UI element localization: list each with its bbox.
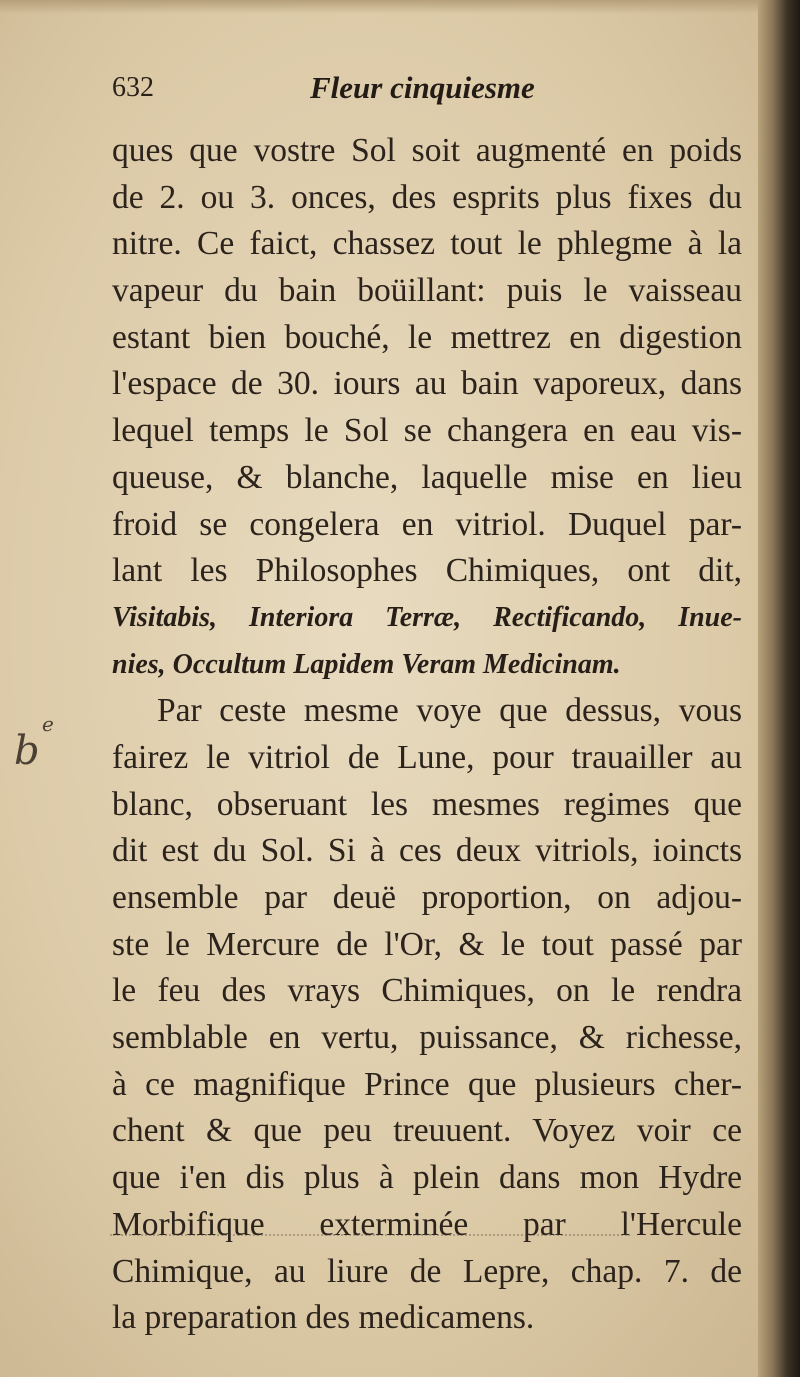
text-line: froid se congelera en vitriol. Duquel par- (112, 505, 742, 543)
running-title: Fleur cinquiesme (310, 70, 535, 105)
text-line: ques que vostre Sol soit augmenté en poids (112, 132, 742, 169)
text-line: Morbifique exterminée par l'Hercule (112, 1205, 742, 1243)
page-number: 632 (112, 72, 154, 103)
paragraph-start-line: Par ceste mesme voye que dessus, vous (157, 692, 742, 730)
text-line: que i'en dis plus à plein dans mon Hydre (112, 1159, 742, 1197)
text-line: ensemble par deuë proportion, on adjou- (112, 879, 742, 916)
text-line: dit est du Sol. Si à ces deux vitriols, ioincts (112, 832, 742, 870)
book-gutter-shadow (758, 0, 800, 1377)
text-line: l'espace de 30. iours au bain vaporeux, dans (112, 365, 742, 403)
text-line: fairez le vitriol de Lune, pour trauailler au (112, 738, 742, 776)
text-line: à ce magnifique Prince que plusieurs cher- (112, 1065, 742, 1103)
latin-quote-line: nies, Occultum Lapidem Veram Medicinam. (112, 648, 621, 680)
text-line: la preparation des medicamens. (112, 1299, 535, 1337)
text-line: chent & que peu treuuent. Voyez voir ce (112, 1112, 742, 1150)
text-line: semblable en vertu, puissance, & richesse, (112, 1019, 742, 1057)
text-line: de 2. ou 3. onces, des esprits plus fixes du (112, 178, 742, 216)
text-line: vapeur du bain boüillant: puis le vaisseau (112, 272, 742, 310)
margin-note-big: b (14, 728, 40, 774)
text-line: lequel temps le Sol se changera en eau vis- (112, 412, 742, 450)
page-top-edge (0, 0, 800, 14)
running-head (112, 68, 752, 118)
text-line: ste le Mercure de l'Or, & le tout passé par (112, 925, 742, 963)
text-line: estant bien bouché, le mettrez en digestion (112, 318, 742, 356)
text-line: Chimique, au liure de Lepre, chap. 7. de (112, 1252, 742, 1290)
latin-quote-line: Visitabis, Interiora Terræ, Rectificando, Inue- (112, 601, 742, 633)
text-line: le feu des vrays Chimiques, on le rendra (112, 972, 742, 1010)
text-line: queuse, & blanche, laquelle mise en lieu (112, 458, 742, 496)
bleed-through-marks (110, 1222, 630, 1236)
text-line: blanc, obseruant les mesmes regimes que (112, 785, 742, 823)
margin-note-small: e (42, 712, 54, 736)
text-line: lant les Philosophes Chimiques, ont dit, (112, 552, 742, 590)
body-text (112, 128, 742, 1342)
margin-handwriting (8, 712, 78, 780)
text-line: nitre. Ce faict, chassez tout le phlegme à la (112, 225, 742, 263)
